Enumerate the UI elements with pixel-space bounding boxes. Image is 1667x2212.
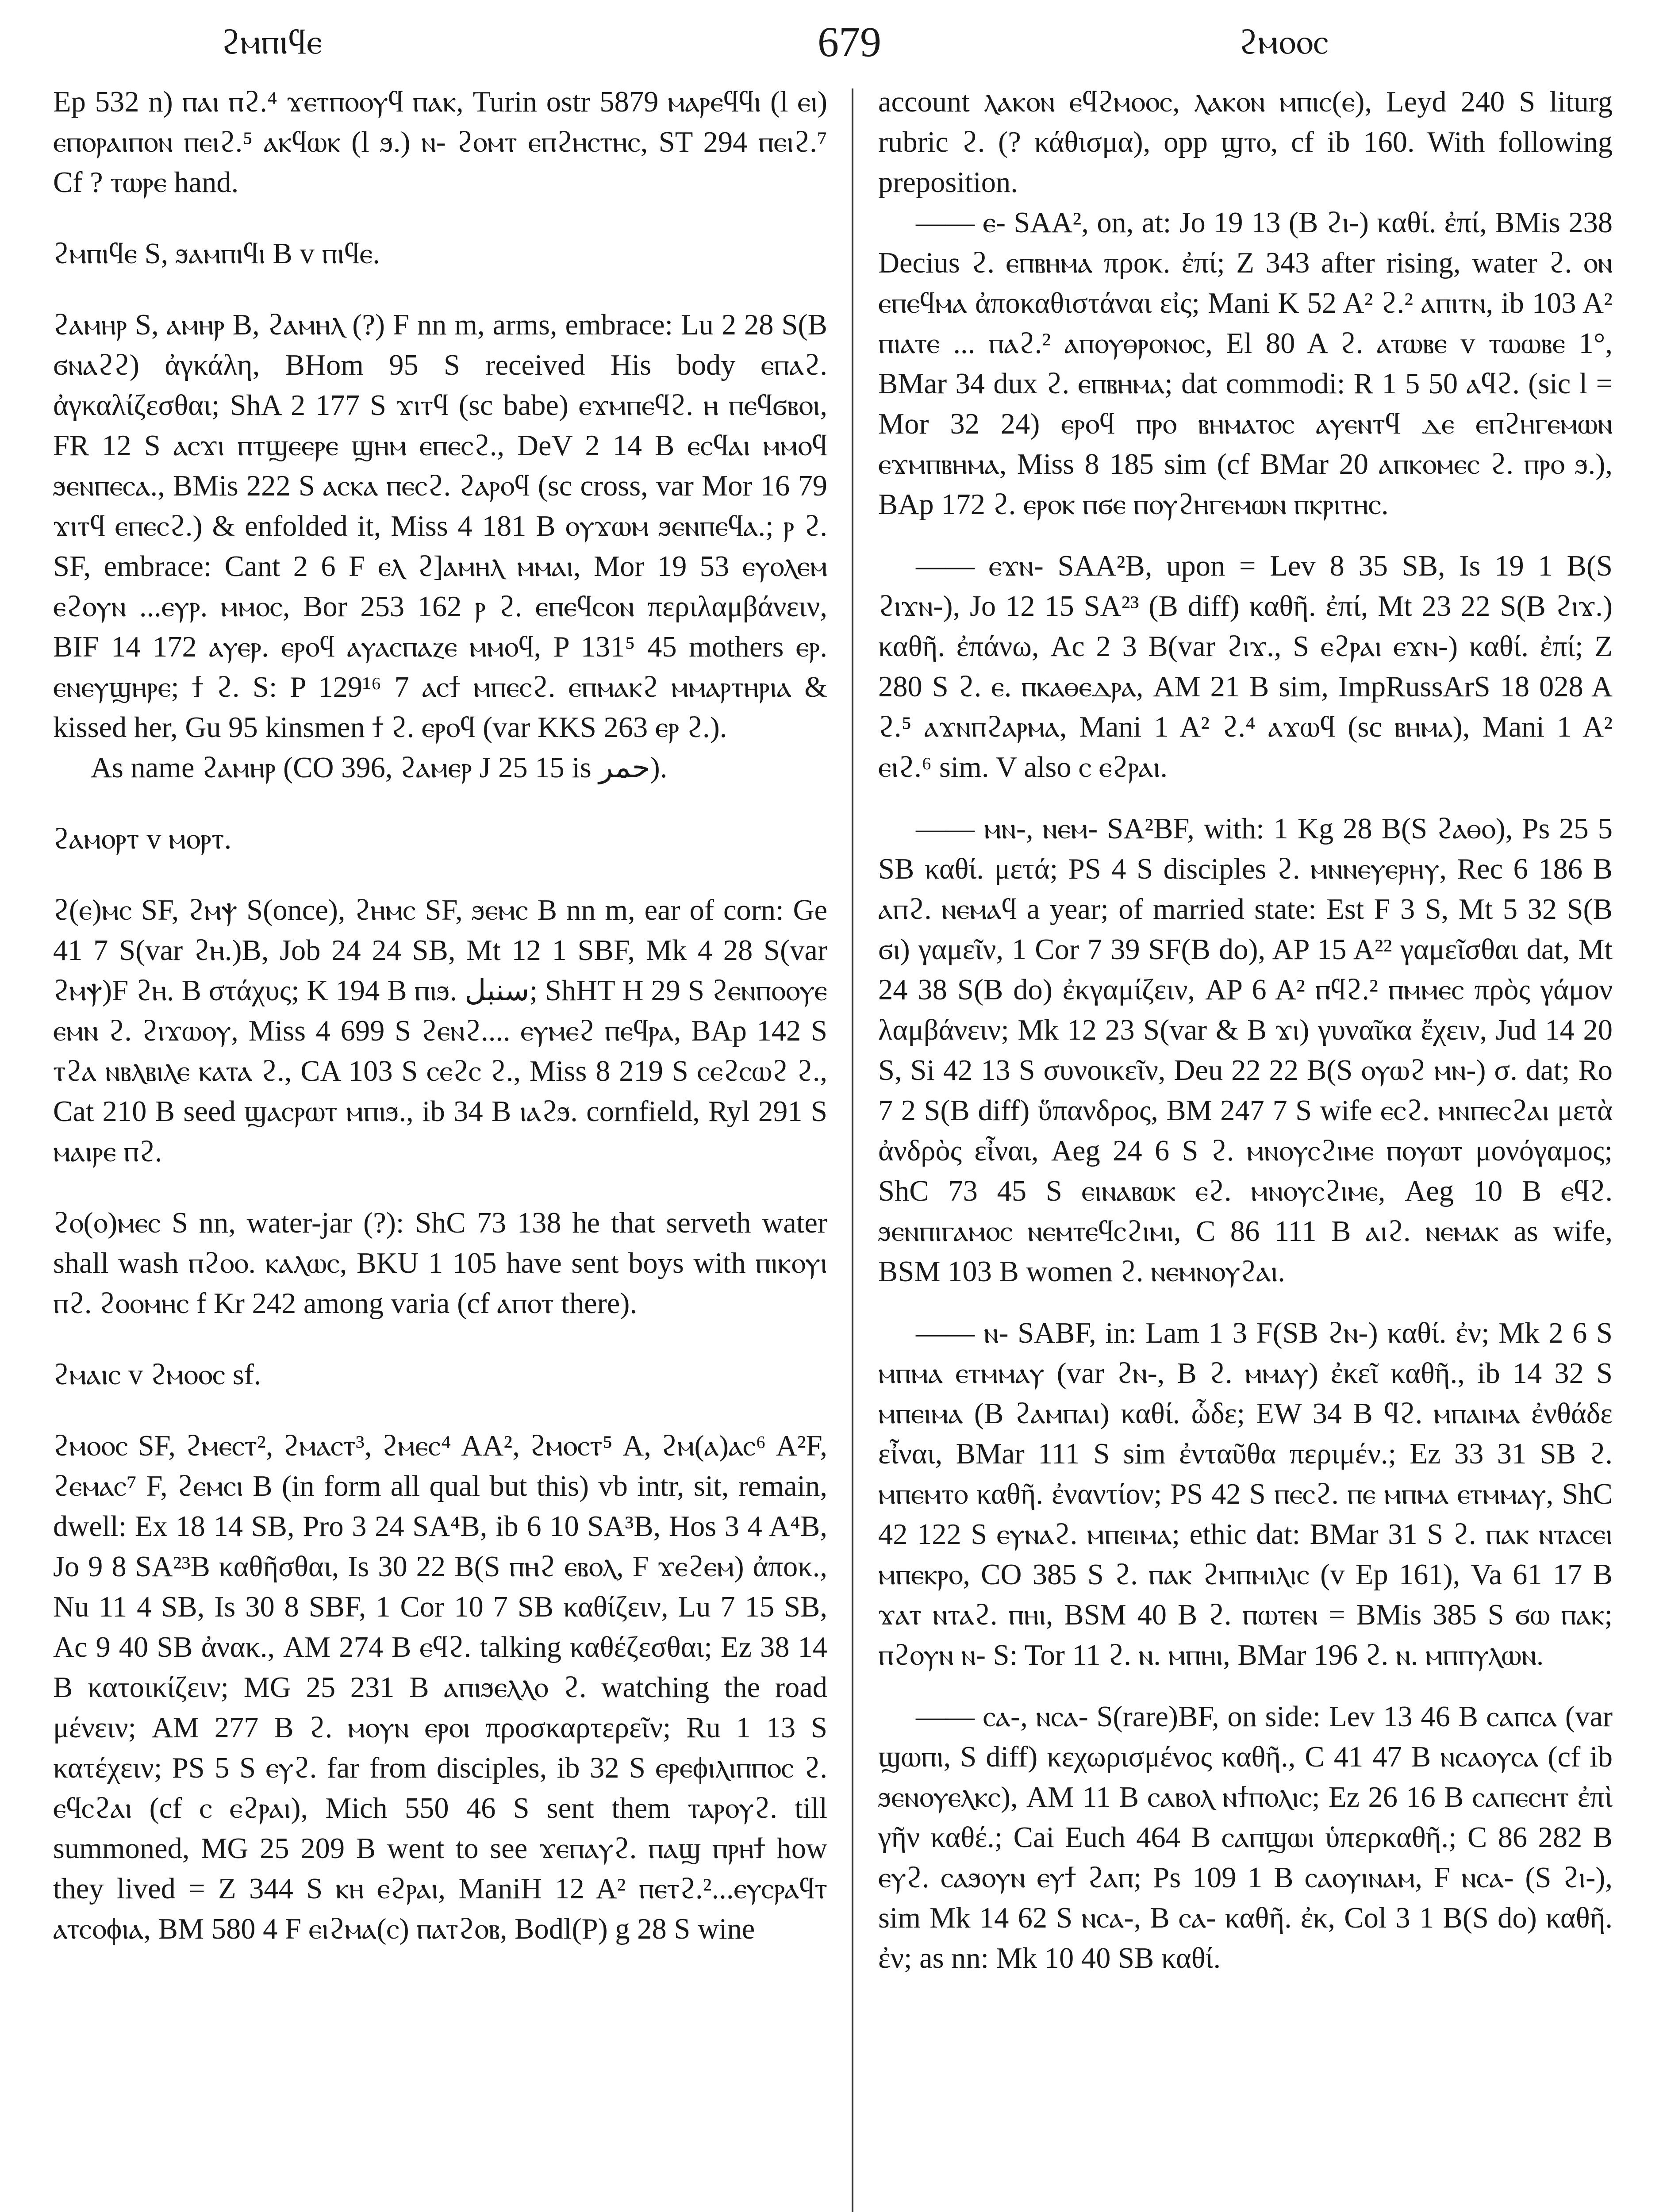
entry-hmoos-continuation: account ⲗⲁⲕⲟⲛ ⲉϥϩⲙⲟⲟⲥ, ⲗⲁⲕⲟⲛ ⲙⲡⲓⲥ(ⲉ), Leyd 240 S liturg rubric ϩ. (? κάθισμα), opp ϣⲧⲟ, cf ib 160. With following preposition. xyxy=(878,86,1613,199)
entry-hoomes: ϩⲟ(ⲟ)ⲙⲉⲥ S nn, water-jar (?): ShC 73 138 he that serveth water shall wash ⲡϩⲟⲟ. ⲕⲁⲗⲱⲥ, BKU 1 105 have sent boys with ⲡⲓⲕⲟⲩⲓ ⲡϩ. ϩⲟⲟⲙⲏⲥ f Kr 242 among varia (cf ⲁⲡⲟⲧ there). xyxy=(53,1207,827,1320)
entry-hems: ϩ(ⲉ)ⲙⲥ SF, ϩⲙⲯ S(once), ϩⲏⲙⲥ SF, ϧⲉⲙⲥ B nn m, ear of corn: Ge 41 7 S(var ϩⲏ.)B, Job 24 24 SB, Mt 12 1 SBF, Mk 4 28 S(var ϩⲙⲯ)F ϩⲏ. B στάχυς; K 194 B ⲡⲓϧ. سنبل; ShHT H 29 S ϩⲉⲛⲡⲟⲟⲩⲉ ⲉⲙⲛ ϩ. ϩⲓϫⲱⲟⲩ, Miss 4 699 S ϩⲉⲛϩ.... ⲉⲩⲙⲉϩ ⲡⲉϥⲣⲁ, BAp 142 S ⲧϩⲁ ⲛⲃⲗⲃⲓⲗⲉ ⲕⲁⲧⲁ ϩ., CA 103 S ⲥⲉϩⲥ ϩ., Miss 8 219 S ⲥⲉϩⲥⲱϩ ϩ., Cat 210 B seed ϣⲁⲥⲣⲱⲧ ⲙⲡⲓϧ., ib 34 B ⲓⲁϩϧ. cornfield, Ryl 291 S ⲙⲁⲓⲣⲉ ⲡϩ. xyxy=(53,894,827,1168)
entry-hmais: ϩⲙⲁⲓⲥ v ϩⲙⲟⲟⲥ sf. xyxy=(53,1359,261,1391)
right-column xyxy=(878,82,1613,2212)
entry-hamer: ϩⲁⲙⲏⲣ S, ⲁⲙⲏⲣ B, ϩⲁⲙⲏⲗ (?) F nn m, arms, embrace: Lu 2 28 S(B ϭⲛⲁϩϩ) ἀγκάλη, BHom 95 S received His body ⲉⲡⲁϩ. ἀγκαλίζεσθαι; ShA 2 177 S ϫⲓⲧϥ (sc babe) ⲉϫⲙⲡⲉϥϩ. ⲏ ⲡⲉϥϭⲃⲟⲓ, FR 12 S ⲁⲥϫⲓ ⲡⲧϣⲉⲉⲣⲉ ϣⲏⲙ ⲉⲡⲉⲥϩ., DeV 2 14 B ⲉⲥϥⲁⲓ ⲙⲙⲟϥ ϧⲉⲛⲡⲉⲥⲁ., BMis 222 S ⲁⲥⲕⲁ ⲡⲉⲥϩ. ϩⲁⲣⲟϥ (sc cross, var Mor 16 79 ϫⲓⲧϥ ⲉⲡⲉⲥϩ.) & enfolded it, Miss 4 181 B ⲟⲩϫⲱⲙ ϧⲉⲛⲡⲉϥⲁ.; ⲣ ϩ. SF, embrace: Cant 2 6 F ⲉⲗ ϩ]ⲁⲙⲏⲗ ⲙⲙⲁⲓ, Mor 19 53 ⲉⲩⲟⲗⲉⲙ ⲉϩⲟⲩⲛ ...ⲉⲩⲣ. ⲙⲙⲟⲥ, Bor 253 162 ⲣ ϩ. ⲉⲡⲉϥⲥⲟⲛ περιλαμβάνειν, BIF 14 172 ⲁⲩⲉⲣ. ⲉⲣⲟϥ ⲁⲩⲁⲥⲡⲁⲍⲉ ⲙⲙⲟϥ, P 131⁵ 45 mothers ⲉⲣ. ⲉⲛⲉⲩϣⲏⲣⲉ; ϯ ϩ. S: P 129¹⁶ 7 ⲁⲥϯ ⲙⲡⲉⲥϩ. ⲉⲡⲙⲁⲕϩ ⲙⲙⲁⲣⲧⲏⲣⲓⲁ & kissed her, Gu 95 kinsmen ϯ ϩ. ⲉⲣⲟϥ (var KKS 263 ⲉⲣ ϩ.). xyxy=(53,309,827,744)
entry-hmoos: ϩⲙⲟⲟⲥ SF, ϩⲙⲉⲥⲧ², ϩⲙⲁⲥⲧ³, ϩⲙⲉⲥ⁴ AA², ϩⲙⲟⲥⲧ⁵ A, ϩⲙ(ⲁ)ⲁⲥ⁶ A²F, ϩⲉⲙⲁⲥ⁷ F, ϩⲉⲙⲥⲓ B (in form all qual but this) vb intr, sit, remain, dwell: Ex 18 14 SB, Pro 3 24 SA⁴B, ib 6 10 SA³B, Hos 3 4 A⁴B, Jo 9 8 SA²³B καθῆσθαι, Is 30 22 B(S ⲡⲏϩ ⲉⲃⲟⲗ, F ϫⲉϩⲉⲙ) ἀποκ., Nu 11 4 SB, Is 30 8 SBF, 1 Cor 10 7 SB καθίζειν, Lu 7 15 SB, Ac 9 40 SB ἀνακ., AM 274 B ⲉϥϩ. talking καθέζεσθαι; Ez 38 14 B κατοικίζειν; MG 25 231 B ⲁⲡⲓϧⲉⲗⲗⲟ ϩ. watching the road μένειν; AM 277 B ϩ. ⲙⲟⲩⲛ ⲉⲣⲟⲓ προσκαρτερεῖν; Ru 1 13 S κατέχειν; PS 5 S ⲉⲩϩ. far from disciples, ib 32 S ⲉⲣⲉϕⲓⲗⲓⲡⲡⲟⲥ ϩ. ⲉϥⲥϩⲁⲓ (cf ⲥ ⲉϩⲣⲁⲓ), Mich 550 46 S sent them ⲧⲁⲣⲟⲩϩ. till summoned, MG 25 209 B went to see ϫⲉⲡⲁⲩϩ. ⲡⲁϣ ⲡⲣⲏϯ how they lived = Z 344 S ⲕⲏ ⲉϩⲣⲁⲓ, ManiH 12 A² ⲡⲉⲧϩ.²...ⲉⲩⲥⲣⲁϥⲧ ⲁⲧⲥⲟϕⲓⲁ, BM 580 4 F ⲉⲓϩⲙⲁ(ⲥ) ⲡⲁⲧϩⲟⲃ, Bodl(P) g 28 S wine xyxy=(53,1430,827,1945)
entry-hamer-name-note: As name ϩⲁⲙⲏⲣ (CO 396, ϩⲁⲙⲉⲣ J 25 15 is حمر). xyxy=(91,752,668,784)
subentry-n: —— ⲛ- SABF, in: Lam 1 3 F(SB ϩⲛ-) καθί. ἐν; Mk 2 6 S ⲙⲡⲙⲁ ⲉⲧⲙⲙⲁⲩ (var ϩⲛ-, B ϩ. ⲙⲙⲁⲩ) ἐκεῖ καθῆ., ib 14 32 S ⲙⲡⲉⲓⲙⲁ (B ϩⲁⲙⲡⲁⲓ) καθί. ὧδε; EW 34 B ϥϩ. ⲙⲡⲁⲓⲙⲁ ἐνθάδε εἶναι, BMar 111 S sim ἐνταῦθα περιμέν.; Ez 33 31 SB ϩ. ⲙⲡⲉⲙⲧⲟ καθῆ. ἐναντίον; PS 42 S ⲡⲉⲥϩ. ⲡⲉ ⲙⲡⲙⲁ ⲉⲧⲙⲙⲁⲩ, ShC 42 122 S ⲉⲩⲛⲁϩ. ⲙⲡⲉⲓⲙⲁ; ethic dat: BMar 31 S ϩ. ⲡⲁⲕ ⲛⲧⲁⲥⲉⲓ ⲙⲡⲉⲕⲣⲟ, CO 385 S ϩ. ⲡⲁⲕ ϩⲙⲡⲙⲓⲗⲓⲥ (v Ep 161), Va 61 17 B ϫⲁⲧ ⲛⲧⲁϩ. ⲡⲏⲓ, BSM 40 B ϩ. ⲡⲱⲧⲉⲛ = BMis 385 S ϭⲱ ⲡⲁⲕ; ⲡϩⲟⲩⲛ ⲛ- S: Tor 11 ϩ. ⲛ. ⲙⲡⲏⲓ, BMar 196 ϩ. ⲛ. ⲙⲡⲡⲩⲗⲱⲛ. xyxy=(878,1317,1613,1671)
left-column xyxy=(53,82,827,2212)
subentry-ejn: —— ⲉϫⲛ- SAA²B, upon = Lev 8 35 SB, Is 19 1 B(S ϩⲓϫⲛ-), Jo 12 15 SA²³ (B diff) καθῆ. ἐπί, Mt 23 22 S(B ϩⲓϫ.) καθῆ. ἐπάνω, Ac 2 3 B(var ϩⲓϫ., S ⲉϩⲣⲁⲓ ⲉϫⲛ-) καθί. ἐπί; Z 280 S ϩ. ⲉ. ⲡⲕⲁⲑⲉⲇⲣⲁ, AM 21 B sim, ImpRussArS 18 028 A ϩ.⁵ ⲁϫⲛⲡϩⲁⲣⲙⲁ, Mani 1 A² ϩ.⁴ ⲁϫⲱϥ (sc ⲃⲏⲙⲁ), Mani 1 A² ⲉⲓϩ.⁶ sim. V also ⲥ ⲉϩⲣⲁⲓ. xyxy=(878,550,1613,783)
entry-hamort: ϩⲁⲙⲟⲣⲧ v ⲙⲟⲣⲧ. xyxy=(53,823,232,855)
subentry-mn-nem: —— ⲙⲛ-, ⲛⲉⲙ- SA²BF, with: 1 Kg 28 B(S ϩⲁⲑⲟ), Ps 25 5 SB καθί. μετά; PS 4 S disciples ϩ. ⲙⲛⲛⲉⲩⲉⲣⲏⲩ, Rec 6 186 B ⲁⲡϩ. ⲛⲉⲙⲁϥ a year; of married state: Est F 3 S, Mt 5 32 S(B ϭⲓ) γαμεῖν, 1 Cor 7 39 SF(B do), AP 15 A²² γαμεῖσθαι dat, Mt 24 38 S(B do) ἐκγαμίζειν, AP 6 A² ⲡϥϩ.² ⲡⲙⲙⲉⲥ πρὸς γάμον λαμβάνειν; Mk 12 23 S(var & B ϫⲓ) γυναῖκα ἔχειν, Jud 14 20 S, Si 42 13 S συνοικεῖν, Deu 22 22 B(S ⲟⲩⲱϩ ⲙⲛ-) σ. dat; Ro 7 2 S(B diff) ὕπανδρος, BM 247 7 S wife ⲉⲥϩ. ⲙⲛⲡⲉⲥϩⲁⲓ μετὰ ἀνδρὸς εἶναι, Aeg 24 6 S ϩ. ⲙⲛⲟⲩⲥϩⲓⲙⲉ ⲡⲟⲩⲱⲧ μονόγαμος; ShC 73 45 S ⲉⲓⲛⲁⲃⲱⲕ ⲉϩ. ⲙⲛⲟⲩⲥϩⲓⲙⲉ, Aeg 10 B ⲉϥϩ. ϧⲉⲛⲡⲓⲅⲁⲙⲟⲥ ⲛⲉⲙⲧⲉϥⲥϩⲓⲙⲓ, C 86 111 B ⲁⲓϩ. ⲛⲉⲙⲁⲕ as wife, BSM 103 B women ϩ. ⲛⲉⲙⲛⲟⲩϩⲁⲓ. xyxy=(878,813,1613,1288)
subentry-e: —— ⲉ- SAA², on, at: Jo 19 13 (B ϩⲓ-) καθί. ἐπί, BMis 238 Decius ϩ. ⲉⲡⲃⲏⲙⲁ προκ. ἐπί; Z 343 after rising, water ϩ. ⲟⲛ ⲉⲡⲉϥⲙⲁ ἀποκαθιστάναι εἰς; Mani K 52 A² ϩ.² ⲁⲡⲓⲧⲛ, ib 103 A² ⲡⲓⲁⲧⲉ ... ⲡⲁϩ.² ⲁⲡⲟⲩⲑⲣⲟⲛⲟⲥ, El 80 A ϩ. ⲁⲧⲱⲃⲉ v ⲧⲱⲱⲃⲉ 1°, BMar 34 dux ϩ. ⲉⲡⲃⲏⲙⲁ; dat commodi: R 1 5 50 ⲁϥϩ. (sic l = Mor 32 24) ⲉⲣⲟϥ ⲡⲣⲟ ⲃⲏⲙⲁⲧⲟⲥ ⲁⲩⲉⲛⲧϥ ⲇⲉ ⲉⲡϩⲏⲅⲉⲙⲱⲛ ⲉϫⲙⲡⲃⲏⲙⲁ, Miss 8 185 sim (cf BMar 20 ⲁⲡⲕⲟⲙⲉⲥ ϩ. ⲡⲣⲟ ϧ.), BAp 172 ϩ. ⲉⲣⲟⲕ ⲡϭⲉ ⲡⲟⲩϩⲏⲅⲉⲙⲱⲛ ⲡⲕⲣⲓⲧⲏⲥ. xyxy=(878,207,1613,521)
entry-hmpiqe: ϩⲙⲡⲓϥⲉ S, ϧⲁⲙⲡⲓϥⲓ B v ⲡⲓϥⲉ. xyxy=(53,238,380,270)
running-head-right: ϩⲙⲟⲟⲥ xyxy=(1239,23,1329,61)
entry-continuation: Ep 532 n) ⲡⲁⲓ ⲡϩ.⁴ ϫⲉⲧⲡⲟⲟⲩϥ ⲡⲁⲕ, Turin ostr 5879 ⲙⲁⲣⲉϥϥⲓ (l ⲉⲓ) ⲉⲡⲟⲣⲁⲓⲡⲟⲛ ⲡⲉⲓϩ.⁵ ⲁⲕϥⲱⲕ (l ϧ.) ⲛ- ϩⲟⲙⲧ ⲉⲡϩⲏⲥⲧⲏⲥ, ST 294 ⲡⲉⲓϩ.⁷ Cf ? ⲧⲱⲣⲉ hand. xyxy=(53,86,827,199)
running-head-left: ϩⲙⲡⲓϥⲉ xyxy=(221,23,323,61)
page-number: 679 xyxy=(818,18,881,65)
column-divider xyxy=(852,88,853,2212)
subentry-sa-nsa: —— ⲥⲁ-, ⲛⲥⲁ- S(rare)BF, on side: Lev 13 46 B ⲥⲁⲡⲥⲁ (var ϣⲱⲡⲓ, S diff) κεχωρισμένος καθῆ., C 41 47 B ⲛⲥⲁⲟⲩⲥⲁ (cf ib ϧⲉⲛⲟⲩⲉⲗⲕⲥ), AM 11 B ⲥⲁⲃⲟⲗ ⲛϯⲡⲟⲗⲓⲥ; Ez 26 16 B ⲥⲁⲡⲉⲥⲏⲧ ἐπὶ γῆν καθέ.; Cai Euch 464 B ⲥⲁⲡϣⲱⲓ ὑπερκαθῆ.; C 86 282 B ⲉⲩϩ. ⲥⲁϧⲟⲩⲛ ⲉⲩϯ ϩⲁⲡ; Ps 109 1 B ⲥⲁⲟⲩⲓⲛⲁⲙ, F ⲛⲥⲁ- (S ϩⲓ-), sim Mk 14 62 S ⲛⲥⲁ-, B ⲥⲁ- καθῆ. ἐκ, Col 3 1 B(S do) καθῆ. ἐν; as nn: Mk 10 40 SB καθί. xyxy=(878,1701,1613,1974)
